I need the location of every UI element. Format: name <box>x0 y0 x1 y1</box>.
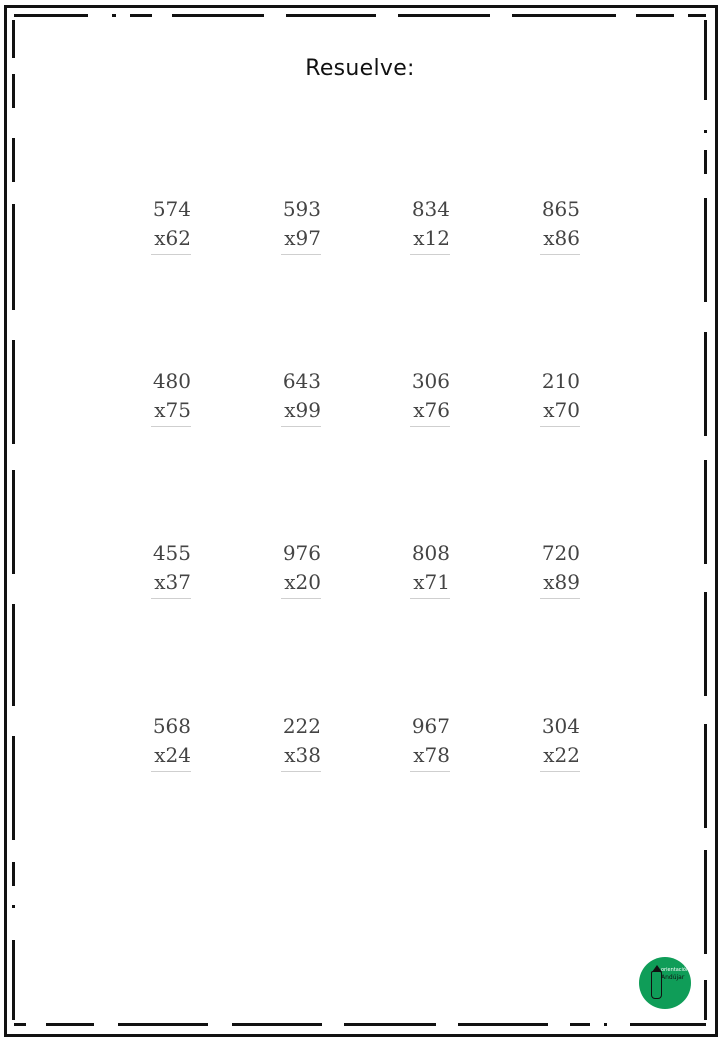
multiplicand: 967 <box>411 714 450 738</box>
multiplier: x22 <box>543 743 580 767</box>
multiplier: x70 <box>543 398 580 422</box>
answer-line <box>410 254 450 255</box>
multiplier: x62 <box>154 226 191 250</box>
multiplicand: 455 <box>152 541 191 565</box>
multiplication-problem <box>151 539 191 599</box>
answer-line <box>281 598 321 599</box>
multiplication-problem <box>281 195 321 255</box>
multiplication-problem <box>281 539 321 599</box>
answer-line <box>151 771 191 772</box>
outer-frame <box>4 5 718 1037</box>
multiplier: x71 <box>413 570 450 594</box>
multiplication-problem <box>410 195 450 255</box>
multiplier: x38 <box>284 743 321 767</box>
answer-line <box>281 254 321 255</box>
answer-line <box>410 771 450 772</box>
answer-line <box>540 771 580 772</box>
multiplication-problem <box>540 712 580 772</box>
multiplier: x24 <box>154 743 191 767</box>
multiplication-problem <box>410 539 450 599</box>
multiplicand: 568 <box>152 714 191 738</box>
multiplier: x76 <box>413 398 450 422</box>
multiplicand: 222 <box>282 714 321 738</box>
multiplication-problem <box>540 195 580 255</box>
logo-text-line1: orientación <box>661 967 690 973</box>
multiplier: x89 <box>543 570 580 594</box>
multiplication-problem <box>151 195 191 255</box>
multiplier: x37 <box>154 570 191 594</box>
multiplication-problem <box>281 367 321 427</box>
multiplier: x75 <box>154 398 191 422</box>
multiplication-problem <box>151 712 191 772</box>
multiplicand: 480 <box>152 369 191 393</box>
multiplicand: 210 <box>541 369 580 393</box>
publisher-logo <box>639 957 691 1009</box>
answer-line <box>410 598 450 599</box>
multiplicand: 304 <box>541 714 580 738</box>
answer-line <box>540 426 580 427</box>
multiplicand: 593 <box>282 197 321 221</box>
multiplication-problem <box>281 712 321 772</box>
multiplicand: 306 <box>411 369 450 393</box>
multiplication-problem <box>410 367 450 427</box>
multiplicand: 834 <box>411 197 450 221</box>
answer-line <box>540 254 580 255</box>
multiplicand: 720 <box>541 541 580 565</box>
multiplicand: 643 <box>282 369 321 393</box>
multiplier: x78 <box>413 743 450 767</box>
multiplier: x20 <box>284 570 321 594</box>
multiplication-problem <box>151 367 191 427</box>
worksheet-title: Resuelve: <box>305 56 415 81</box>
multiplication-problem <box>540 367 580 427</box>
multiplicand: 976 <box>282 541 321 565</box>
answer-line <box>151 426 191 427</box>
multiplier: x12 <box>413 226 450 250</box>
multiplicand: 574 <box>152 197 191 221</box>
answer-line <box>151 254 191 255</box>
answer-line <box>151 598 191 599</box>
answer-line <box>281 426 321 427</box>
logo-text-line2: Andújar <box>661 974 685 981</box>
multiplier: x97 <box>284 226 321 250</box>
multiplicand: 808 <box>411 541 450 565</box>
multiplier: x86 <box>543 226 580 250</box>
answer-line <box>410 426 450 427</box>
multiplier: x99 <box>284 398 321 422</box>
multiplicand: 865 <box>541 197 580 221</box>
multiplication-problem <box>540 539 580 599</box>
answer-line <box>281 771 321 772</box>
multiplication-problem <box>410 712 450 772</box>
answer-line <box>540 598 580 599</box>
